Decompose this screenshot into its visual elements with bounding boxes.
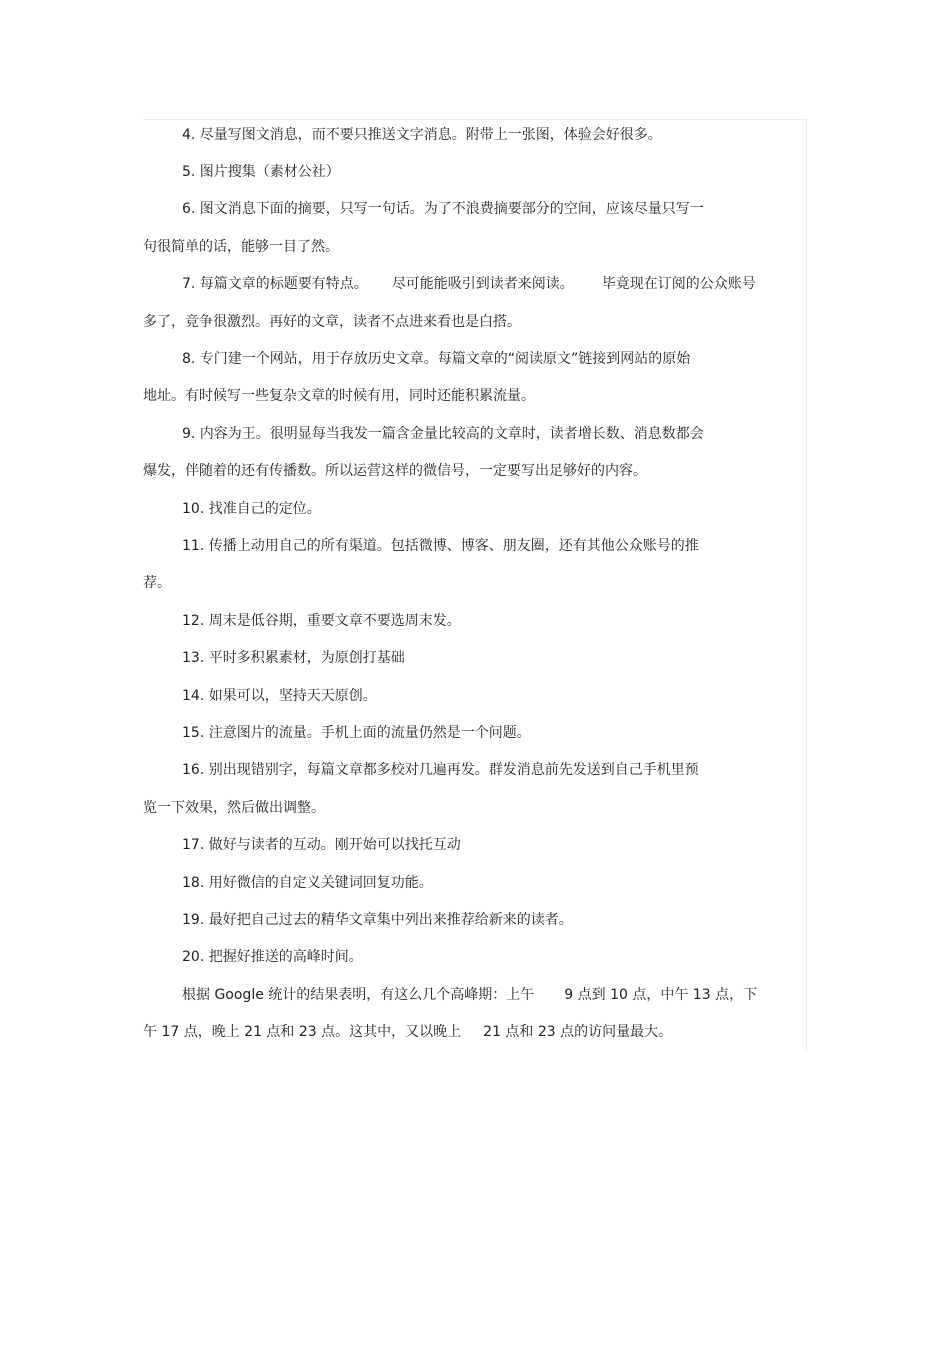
text-line: 爆发，伴随着的还有传播数。所以运营这样的微信号，一定要写出足够好的内容。: [143, 463, 647, 479]
text-segment: 7. 每篇文章的标题要有特点。: [182, 276, 368, 292]
text-line: 17. 做好与读者的互动。刚开始可以找托互动: [182, 837, 461, 853]
text-line: 览一下效果，然后做出调整。: [143, 800, 325, 816]
text-segment: 尽可能能吸引到读者来阅读。: [391, 276, 574, 292]
text-line: 9. 内容为王。很明显每当我发一篇含金量比较高的文章时，读者增长数、消息数都会: [182, 426, 704, 442]
text-segment: 21 点和 23 点的访问量最大。: [483, 1024, 673, 1040]
text-line: 句很简单的话，能够一目了然。: [143, 239, 339, 255]
text-line: 16. 别出现错别字，每篇文章都多校对几遍再发。群发消息前先发送到自己手机里预: [182, 762, 699, 778]
text-line: 4. 尽量写图文消息，而不要只推送文字消息。附带上一张图，体验会好很多。: [182, 127, 662, 143]
text-line: 8. 专门建一个网站，用于存放历史文章。每篇文章的“阅读原文”链接到网站的原始: [182, 351, 691, 367]
text-line: 5. 图片搜集（素材公社）: [182, 164, 340, 180]
text-line-segmented: [143, 1022, 672, 1042]
text-line-segmented: [182, 985, 757, 1005]
text-line: 6. 图文消息下面的摘要，只写一句话。为了不浪费摘要部分的空间，应该尽量只写一: [182, 201, 704, 217]
text-line-segmented: [182, 274, 756, 294]
text-line: 地址。有时候写一些复杂文章的时候有用，同时还能积累流量。: [143, 388, 535, 404]
text-segment: 9 点到 10 点，中午 13 点，下: [564, 987, 758, 1003]
text-segment: 毕竟现在订阅的公众账号: [601, 276, 756, 292]
text-line: 18. 用好微信的自定义关键词回复功能。: [182, 875, 433, 891]
text-line: 13. 平时多积累素材，为原创打基础: [182, 650, 405, 666]
text-line: 多了，竞争很激烈。再好的文章，读者不点进来看也是白搭。: [143, 314, 521, 330]
text-line: 20. 把握好推送的高峰时间。: [182, 949, 363, 965]
text-line: 14. 如果可以，坚持天天原创。: [182, 688, 377, 704]
text-segment: 午 17 点，晚上 21 点和 23 点。这其中，又以晚上: [143, 1024, 462, 1040]
text-line: 荐。: [143, 575, 171, 591]
text-line: 11. 传播上动用自己的所有渠道。包括微博、博客、朋友圈，还有其他公众账号的推: [182, 538, 699, 554]
text-line: 12. 周末是低谷期，重要文章不要选周末发。: [182, 613, 461, 629]
text-segment: 根据 Google 统计的结果表明，有这么几个高峰期：上午: [182, 987, 535, 1003]
text-line: 10. 找准自己的定位。: [182, 501, 321, 517]
text-line: 19. 最好把自己过去的精华文章集中列出来推荐给新来的读者。: [182, 912, 573, 928]
text-line: 15. 注意图片的流量。手机上面的流量仍然是一个问题。: [182, 725, 531, 741]
